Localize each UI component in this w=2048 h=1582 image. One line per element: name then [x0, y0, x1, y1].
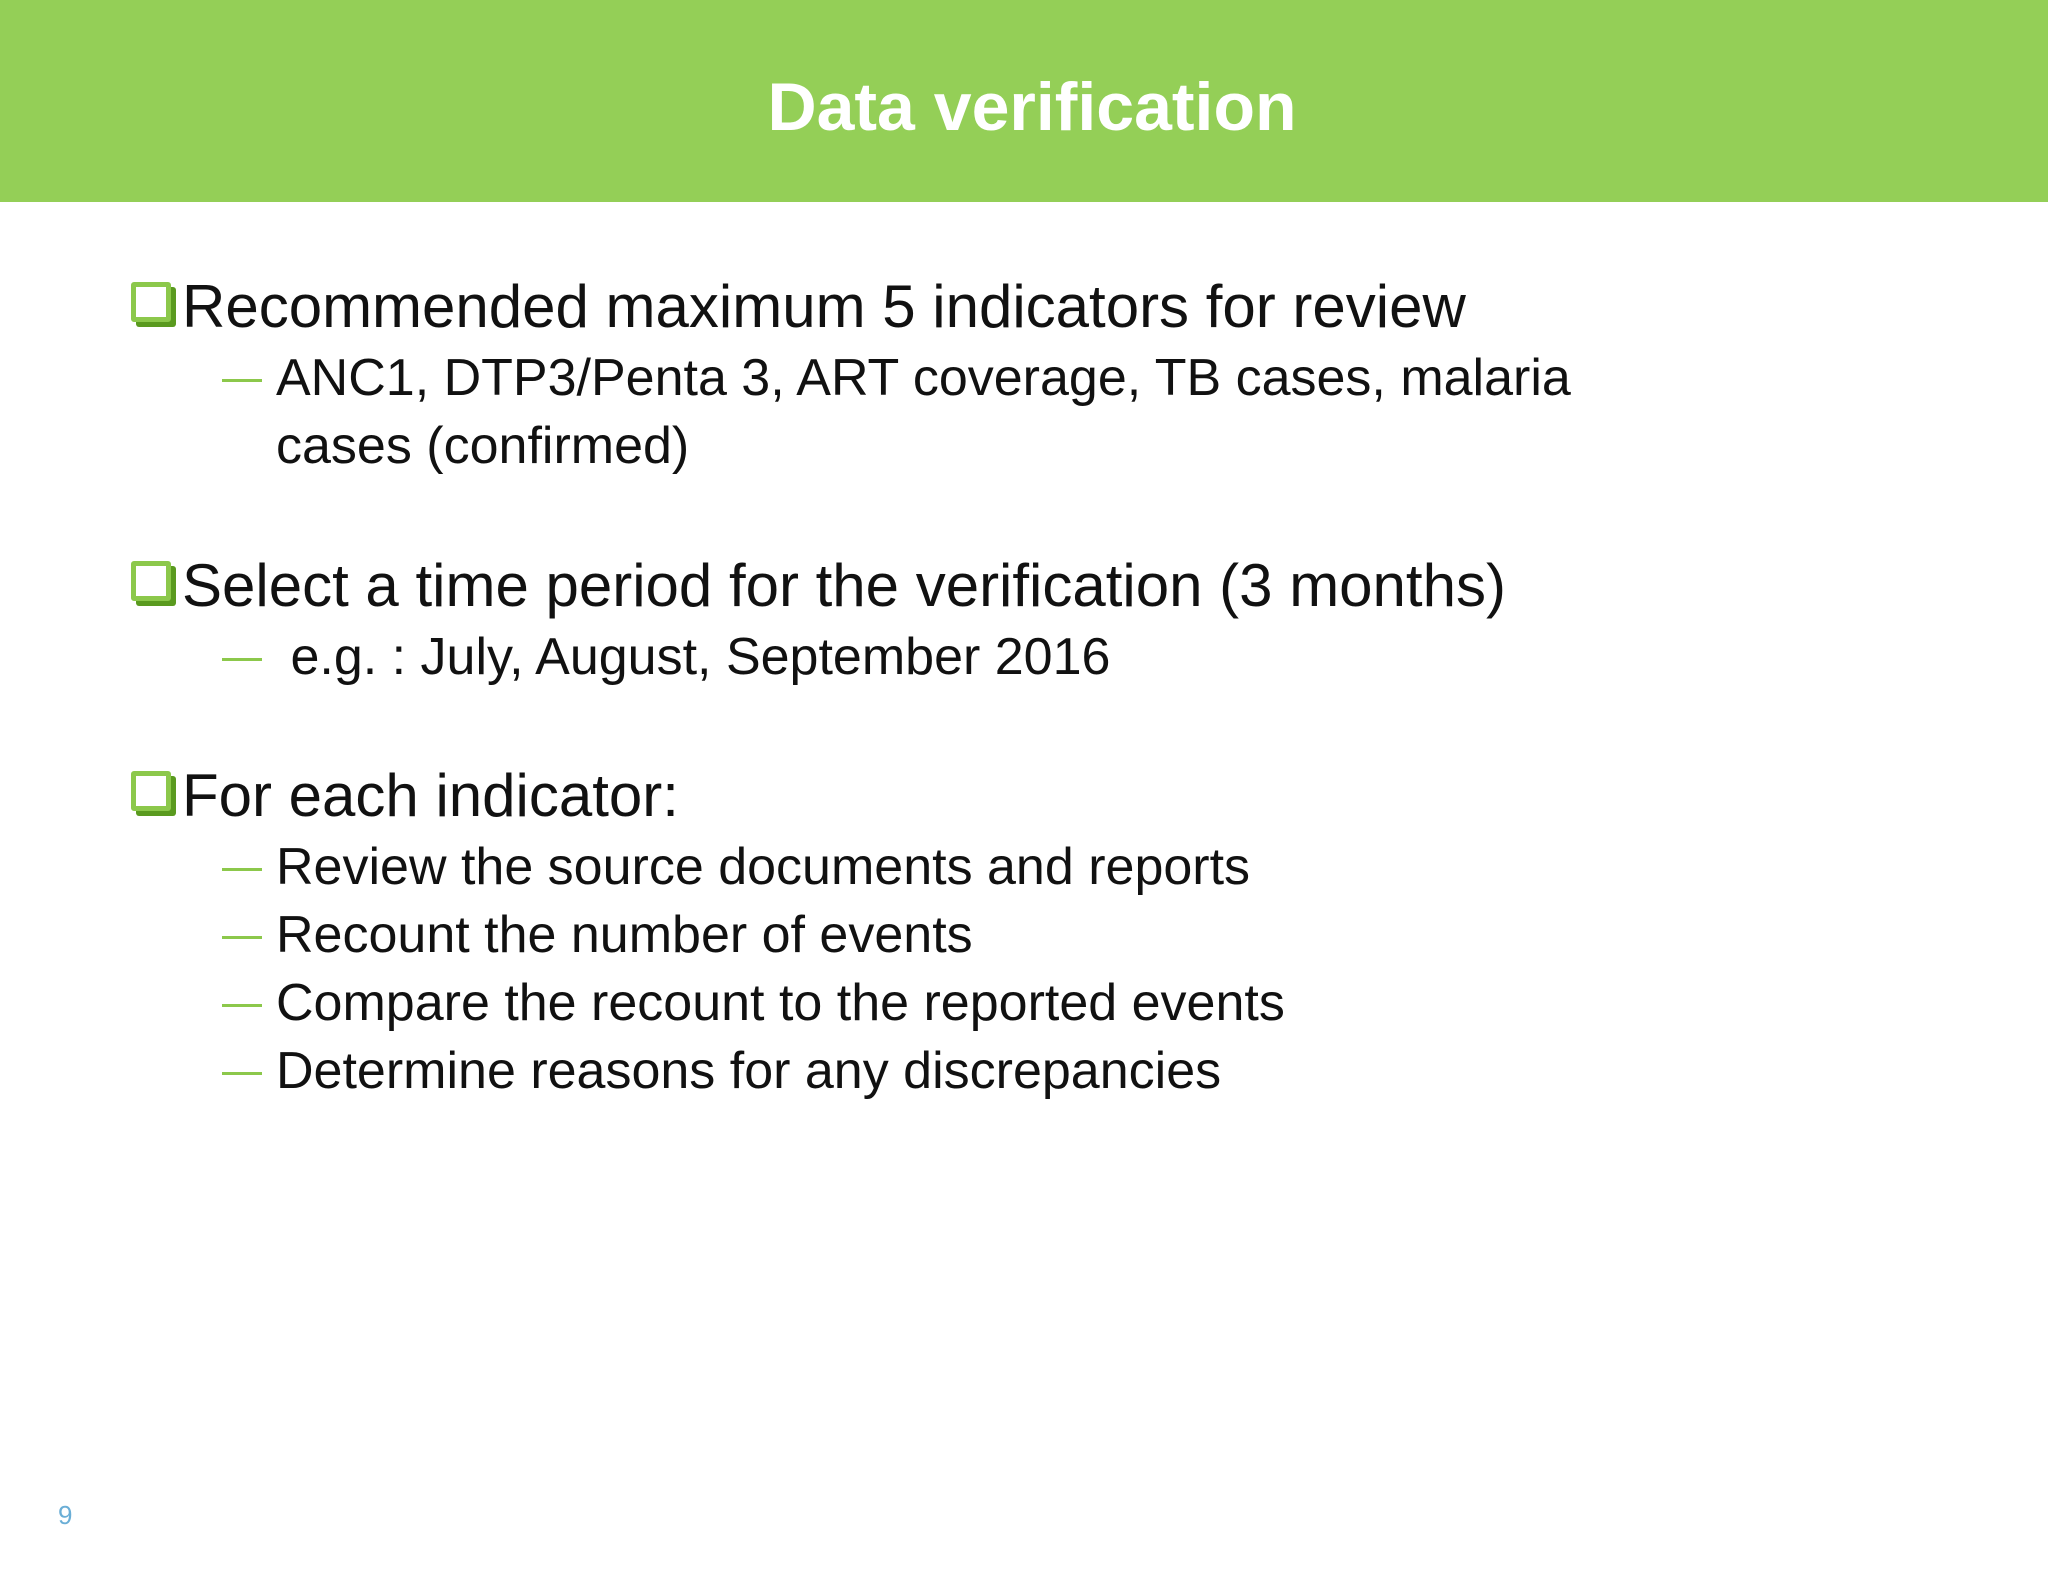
checkbox-icon: [131, 282, 171, 322]
page-number: 9: [58, 1500, 73, 1530]
bullet-2-text: Select a time period for the verification (3 months): [182, 552, 1506, 619]
dash-icon: [222, 658, 262, 661]
bullet-3-sub-4: Determine reasons for any discrepancies: [276, 1042, 1222, 1100]
bullet-1-sub-1-continued: cases (confirmed): [276, 417, 690, 475]
dash-icon: [222, 868, 262, 871]
bullet-3-text: For each indicator:: [182, 762, 679, 829]
checkbox-icon: [131, 561, 171, 601]
bullet-3-sub-2: Recount the number of events: [276, 906, 973, 964]
dash-icon: [222, 379, 262, 382]
dash-icon: [222, 1004, 262, 1007]
dash-icon: [222, 1072, 262, 1075]
bullet-3-sub-3: Compare the recount to the reported events: [276, 974, 1285, 1032]
bullet-3-sub-1: Review the source documents and reports: [276, 838, 1251, 896]
bullet-1-sub-1: ANC1, DTP3/Penta 3, ART coverage, TB cases, malaria: [276, 349, 1571, 407]
bullet-1-text: Recommended maximum 5 indicators for review: [182, 273, 1466, 340]
dash-icon: [222, 936, 262, 939]
checkbox-icon: [131, 771, 171, 811]
slide-title: Data verification: [767, 69, 1297, 145]
bullet-2-sub-1: e.g. : July, August, September 2016: [276, 628, 1111, 686]
